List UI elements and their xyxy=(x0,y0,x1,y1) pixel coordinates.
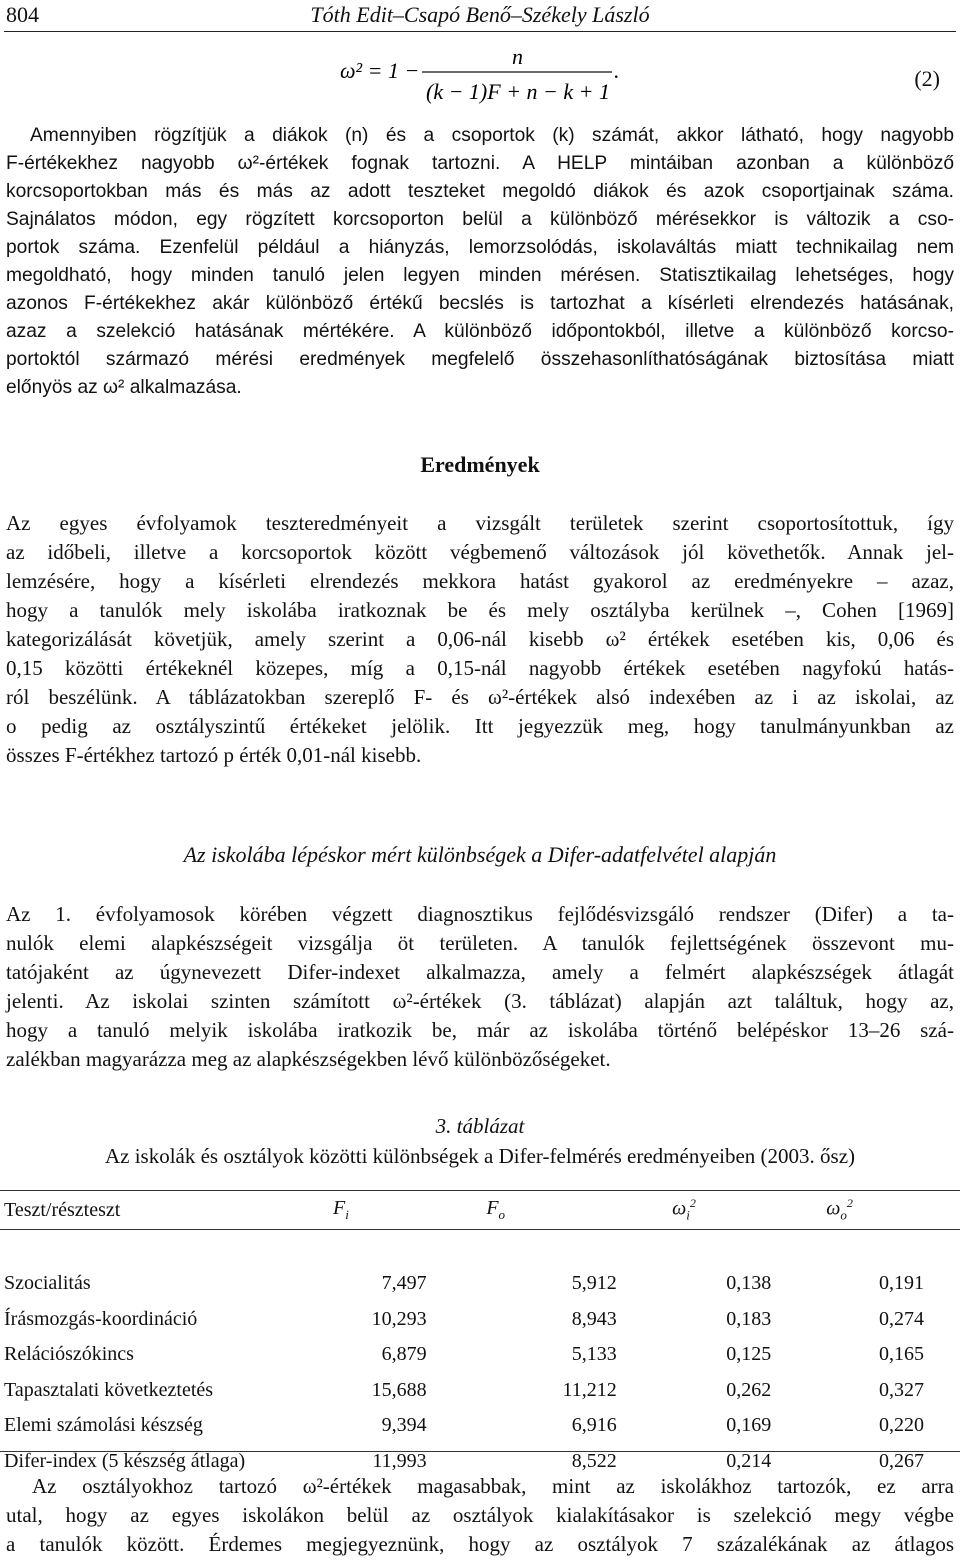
text-line: ról beszélünk. A táblázatokban szereplő F- és ω²-értékek alsó indexében az i az iskolai, az xyxy=(6,685,954,709)
cell-omega-o: 0,191 xyxy=(879,1272,924,1295)
text-line: 0,15 közötti értékeknél közepes, míg a 0,15-nál nagyobb értékek esetében nagyfokú hatás- xyxy=(6,656,954,680)
text-line: hogy a tanuló melyik iskolába iratkozik be, már az iskolába történő belépéskor 13–26 szá- xyxy=(6,1018,954,1042)
text-line: az időbeli, illetve a korcsoportok között végbemenő változások jól követhetők. Annak jel- xyxy=(6,540,954,564)
header-f-i xyxy=(293,1192,426,1228)
cell-omega-o: 0,165 xyxy=(879,1343,924,1366)
cell-f-i: 7,497 xyxy=(381,1272,427,1295)
text-line: F-értékekhez nagyobb ω²-értékek fognak tartozni. A HELP mintáiban azonban a különböző xyxy=(6,153,954,174)
header-f-i-sub: i xyxy=(345,1207,349,1222)
paragraph-results xyxy=(6,509,954,770)
paragraph-difer xyxy=(6,900,954,1074)
text-line: utal, hogy az egyes iskolákon belül az osztályok kialakításakor is szelekció megy végbe xyxy=(6,1503,954,1527)
text-line: hogy a tanulók mely iskolába iratkoznak be és mely osztályba kerülnek –, Cohen [1969] xyxy=(6,598,954,622)
text-line: Az 1. évfolyamosok körében végzett diagnosztikus fejlődésvizsgáló rendszer (Difer) a ta- xyxy=(6,902,954,926)
text-line: jelenti. Az iskolai szinten számított ω²-értékek (3. táblázat) alapján azt találtuk, hogy az, xyxy=(6,989,954,1013)
text-line: előnyös az ω² alkalmazása. xyxy=(6,377,242,398)
cell-f-o: 5,133 xyxy=(571,1343,617,1366)
text-line: a tanulók között. Érdemes megjegyeznünk, hogy az osztályok 7 százalékának az átlagos xyxy=(6,1532,954,1556)
cell-f-i: 10,293 xyxy=(371,1307,427,1330)
formula-graphic xyxy=(0,44,960,114)
text-line: Amennyiben rögzítjük a diákok (n) és a csoportok (k) számát, akkor látható, hogy nagyobb xyxy=(30,125,954,146)
cell-f-o: 6,916 xyxy=(571,1414,617,1437)
cell-test-name: Difer-index (5 készség átlaga) xyxy=(4,1449,246,1472)
cell-omega-i: 0,138 xyxy=(726,1272,772,1295)
header-omega-o-sub: o xyxy=(840,1207,847,1223)
text-line: összes F-értékhez tartozó p érték 0,01-nál kisebb. xyxy=(6,743,422,767)
formula-numerator: n xyxy=(512,44,523,69)
cell-omega-i: 0,125 xyxy=(726,1343,772,1366)
cell-omega-o: 0,267 xyxy=(879,1449,924,1472)
cell-test-name: Írásmozgás-koordináció xyxy=(4,1307,198,1330)
formula-denominator: (k − 1)F + n − k + 1 xyxy=(426,79,611,104)
cell-test-name: Relációszókincs xyxy=(4,1343,134,1366)
table-row xyxy=(4,1373,924,1409)
cell-f-i: 11,993 xyxy=(372,1449,427,1472)
cell-f-i: 6,879 xyxy=(381,1343,427,1366)
table-top-rule xyxy=(0,1190,960,1191)
running-head: Tóth Edit–Csapó Benő–Székely László xyxy=(310,2,650,27)
text-line: Sajnálatos módon, egy rögzített korcsoporton belül a különböző mérésekkor is változik a cso- xyxy=(6,209,954,230)
header-f-i-symbol: F xyxy=(332,1197,346,1219)
header-omega-i xyxy=(617,1192,771,1228)
text-line: korcsoportokban más és más az adott teszteket megoldó diákok és azok csoportjainak száma. xyxy=(6,181,954,202)
table-caption: Az iskolák és osztályok közötti különbségek a Difer-felmérés eredményeiben (2003. ősz) xyxy=(104,1144,856,1168)
text-line: portoktól származó mérési eredmények megfelelő összehasonlíthatóságának biztosítása miatt xyxy=(6,349,954,370)
header-omega-o-sup: 2 xyxy=(846,1196,853,1211)
cell-omega-i: 0,169 xyxy=(726,1414,772,1437)
cell-test-name: Tapasztalati következtetés xyxy=(4,1378,214,1401)
header-f-o xyxy=(427,1192,617,1228)
header-test: Teszt/részteszt xyxy=(4,1198,121,1221)
cell-test-name: Elemi számolási készség xyxy=(4,1414,203,1437)
text-line: megoldható, hogy minden tanuló jelen legyen minden mérésen. Statisztikailag lehetséges, hogy xyxy=(6,265,954,286)
header-f-o-sub: o xyxy=(498,1207,506,1222)
header-rule xyxy=(4,31,956,32)
formula-lhs: ω² = 1 − xyxy=(340,58,420,83)
page-number: 804 xyxy=(6,2,39,27)
text-line: tatójaként az úgynevezett Difer-indexet alkalmazza, amely a felmért alapkészségek átlagát xyxy=(6,960,954,984)
formula-tail: . xyxy=(614,58,620,83)
cell-omega-i: 0,214 xyxy=(726,1449,772,1472)
header-omega-i-symbol: ω xyxy=(672,1197,687,1220)
cell-test-name: Szocialitás xyxy=(4,1272,91,1295)
cell-f-o: 5,912 xyxy=(571,1272,617,1295)
results-table xyxy=(4,1192,924,1479)
cell-omega-o: 0,274 xyxy=(879,1307,924,1330)
table-caption-number: 3. táblázat xyxy=(435,1114,525,1138)
table-row xyxy=(4,1408,924,1444)
table-row xyxy=(4,1302,924,1338)
subsection-title: Az iskolába lépéskor mért különbségek a Difer-adatfelvétel alapján xyxy=(183,842,777,867)
paragraph-classes xyxy=(6,1472,954,1559)
cell-f-o: 8,943 xyxy=(571,1307,617,1330)
text-line: portok száma. Ezenfelül például a hiányzás, lemorzsolódás, iskolaváltás miatt technikailag nem xyxy=(6,237,954,258)
cell-f-o: 8,522 xyxy=(571,1449,617,1472)
header-omega-o-symbol: ω xyxy=(826,1197,841,1220)
header-omega-o xyxy=(771,1192,924,1228)
section-title: Eredmények xyxy=(420,452,540,477)
text-line: Az osztályokhoz tartozó ω²-értékek magasabbak, mint az iskolákhoz tartozók, ez arra xyxy=(32,1474,954,1498)
text-line: lemzésére, hogy a kísérleti elrendezés mekkora hatást gyakorol az eredményekre – azaz, xyxy=(6,569,954,593)
cell-omega-o: 0,327 xyxy=(879,1378,924,1401)
header-omega-i-sub: i xyxy=(686,1207,690,1223)
equation-number: (2) xyxy=(914,66,940,91)
text-line: azonos F-értékekhez akár különböző értékű becslés is tartozhat a kísérleti elrendezés hatásának, xyxy=(6,293,954,314)
text-line: azaz a szelekció hatásának mértékére. A különböző időpontokból, illetve a különböző korcso- xyxy=(6,321,954,342)
text-line: Az egyes évfolyamok teszteredményeit a vizsgált területek szerint csoportosítottuk, így xyxy=(6,511,954,535)
cell-omega-i: 0,262 xyxy=(726,1378,772,1401)
text-line: o pedig az osztályszintű értékeket jelölik. Itt jegyezzük meg, hogy tanulmányunkban az xyxy=(6,714,954,738)
cell-omega-o: 0,220 xyxy=(879,1414,924,1437)
header-omega-i-sup: 2 xyxy=(689,1196,696,1211)
cell-f-i: 9,394 xyxy=(381,1414,427,1437)
table-row xyxy=(4,1266,924,1302)
cell-f-o: 11,212 xyxy=(562,1378,617,1401)
cell-f-i: 15,688 xyxy=(371,1378,427,1401)
table-row xyxy=(4,1337,924,1373)
text-line: zalékban magyarázza meg az alapkészségekben lévő különbözőségeket. xyxy=(6,1047,611,1071)
text-line: nulók elemi alapkészségeit vizsgálja öt területen. A tanulók fejlettségének összevont mu- xyxy=(6,931,954,955)
formula xyxy=(0,44,960,114)
header-f-o-symbol: F xyxy=(486,1197,499,1219)
text-line: kategorizálását követjük, amely szerint a 0,06-nál kisebb ω² értékek esetében kis, 0,06 és xyxy=(6,627,954,651)
cell-omega-i: 0,183 xyxy=(726,1307,772,1330)
table-header-row xyxy=(4,1192,924,1228)
paragraph-intro xyxy=(6,122,954,402)
